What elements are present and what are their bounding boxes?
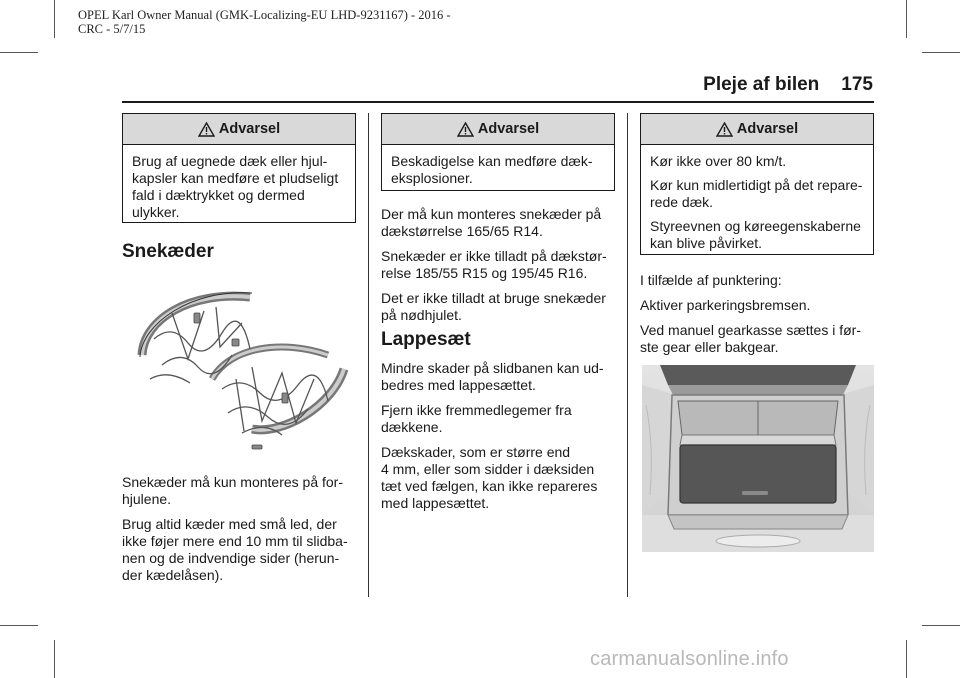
warning-title: Advarsel	[477, 121, 540, 137]
paragraph	[640, 322, 880, 356]
crop-mark	[54, 640, 55, 678]
text-line: ste gear eller bakgear.	[640, 339, 779, 355]
text-line: Aktiver parkeringsbremsen.	[640, 297, 811, 313]
warning-triangle-icon	[716, 122, 733, 137]
warning-box	[122, 113, 356, 223]
paragraph	[122, 474, 362, 508]
warning-box	[381, 113, 615, 191]
meta-line: OPEL Karl Owner Manual (GMK-Localizing-EU LHD-9231167) - 2016 -	[78, 8, 451, 22]
text-line: ulykker.	[132, 204, 180, 220]
text-line: dækstørrelse 165/65 R14.	[381, 223, 543, 239]
text-line: bedres med lappesættet.	[381, 377, 536, 393]
crop-mark	[906, 640, 907, 678]
text-line: Brug af uegnede dæk eller hjul-	[132, 153, 328, 169]
text-line: rede dæk.	[650, 194, 714, 210]
section-heading: Snekæder	[122, 241, 214, 262]
page-header	[703, 74, 873, 96]
text-line: Kør kun midlertidigt på det repare-	[650, 177, 863, 193]
text-line: Der må kun monteres snekæder på	[381, 206, 602, 222]
snow-chains-illustration	[132, 283, 356, 459]
crop-mark	[54, 0, 55, 38]
text-line: tæt ved fælgen, kan ikke repareres	[381, 478, 598, 494]
body-text	[381, 360, 621, 520]
text-line: med lappesættet.	[381, 495, 490, 511]
text-line: I tilfælde af punktering:	[640, 272, 782, 288]
warning-header	[382, 114, 614, 145]
section-heading: Lappesæt	[381, 329, 471, 350]
text-line: Kør ikke over 80 km/t.	[650, 153, 787, 169]
page-number: 175	[841, 74, 873, 95]
body-text	[381, 206, 621, 332]
paragraph	[650, 218, 864, 252]
text-line: Dækskader, som er større end	[381, 444, 571, 460]
text-line: kan blive påvirket.	[650, 235, 763, 251]
text-line: hjulene.	[122, 491, 172, 507]
crop-mark	[0, 52, 38, 53]
text-line: eksplosioner.	[391, 170, 473, 186]
column-divider	[627, 113, 628, 597]
text-line: ikke føjer mere end 10 mm til slidba-	[122, 533, 348, 549]
text-line: Beskadigelse kan medføre dæk-	[391, 153, 593, 169]
text-line: Fjern ikke fremmedlegemer fra	[381, 402, 572, 418]
warning-header	[123, 114, 355, 145]
warning-triangle-icon	[198, 122, 215, 137]
crop-mark	[0, 625, 38, 626]
meta-line: CRC - 5/7/15	[78, 22, 146, 36]
warning-text	[382, 145, 614, 193]
warning-text	[641, 145, 873, 265]
text-line: fald i dæktrykket og dermed	[132, 187, 305, 203]
warning-header	[641, 114, 873, 145]
text-line: dækkene.	[381, 419, 443, 435]
text-line: nen og de indvendige sider (herun-	[122, 550, 340, 566]
text-line: der kædelåsen).	[122, 567, 224, 583]
warning-title: Advarsel	[736, 121, 799, 137]
text-line: kapsler kan medføre et pludseligt	[132, 170, 339, 186]
warning-title: Advarsel	[218, 121, 281, 137]
text-line: på nødhjulet.	[381, 307, 462, 323]
text-line: Det er ikke tilladt at bruge snekæder	[381, 290, 606, 306]
text-line: Brug altid kæder med små led, der	[122, 516, 337, 532]
body-text	[640, 272, 880, 364]
column-divider	[368, 113, 369, 597]
warning-triangle-icon	[457, 122, 474, 137]
text-line: Snekæder må kun monteres på for-	[122, 474, 343, 490]
paragraph	[650, 153, 864, 170]
crop-mark	[922, 52, 960, 53]
header-rule	[122, 101, 874, 103]
paragraph	[122, 516, 362, 584]
watermark: carmanualsonline.info	[590, 648, 789, 670]
car-trunk-illustration	[642, 365, 874, 552]
crop-mark	[906, 0, 907, 38]
paragraph	[640, 272, 880, 289]
text-line: 4 mm, eller som sidder i dæksiden	[381, 461, 595, 477]
text-line: relse 185/55 R15 og 195/45 R16.	[381, 265, 588, 281]
document-meta	[78, 8, 451, 36]
section-title: Pleje af bilen	[703, 74, 820, 95]
text-line: Snekæder er ikke tilladt på dækstør-	[381, 248, 607, 264]
paragraph	[381, 444, 621, 512]
warning-box	[640, 113, 874, 255]
text-line: Mindre skader på slidbanen kan ud-	[381, 360, 604, 376]
paragraph	[381, 402, 621, 436]
crop-mark	[922, 625, 960, 626]
text-line: Styreevnen og køreegenskaberne	[650, 218, 861, 234]
paragraph	[650, 177, 864, 211]
warning-text	[123, 145, 355, 227]
text-line: Ved manuel gearkasse sættes i før-	[640, 322, 861, 338]
paragraph	[381, 360, 621, 394]
body-text	[122, 474, 362, 592]
paragraph	[640, 297, 880, 314]
paragraph	[381, 248, 621, 282]
paragraph	[381, 290, 621, 324]
paragraph	[381, 206, 621, 240]
